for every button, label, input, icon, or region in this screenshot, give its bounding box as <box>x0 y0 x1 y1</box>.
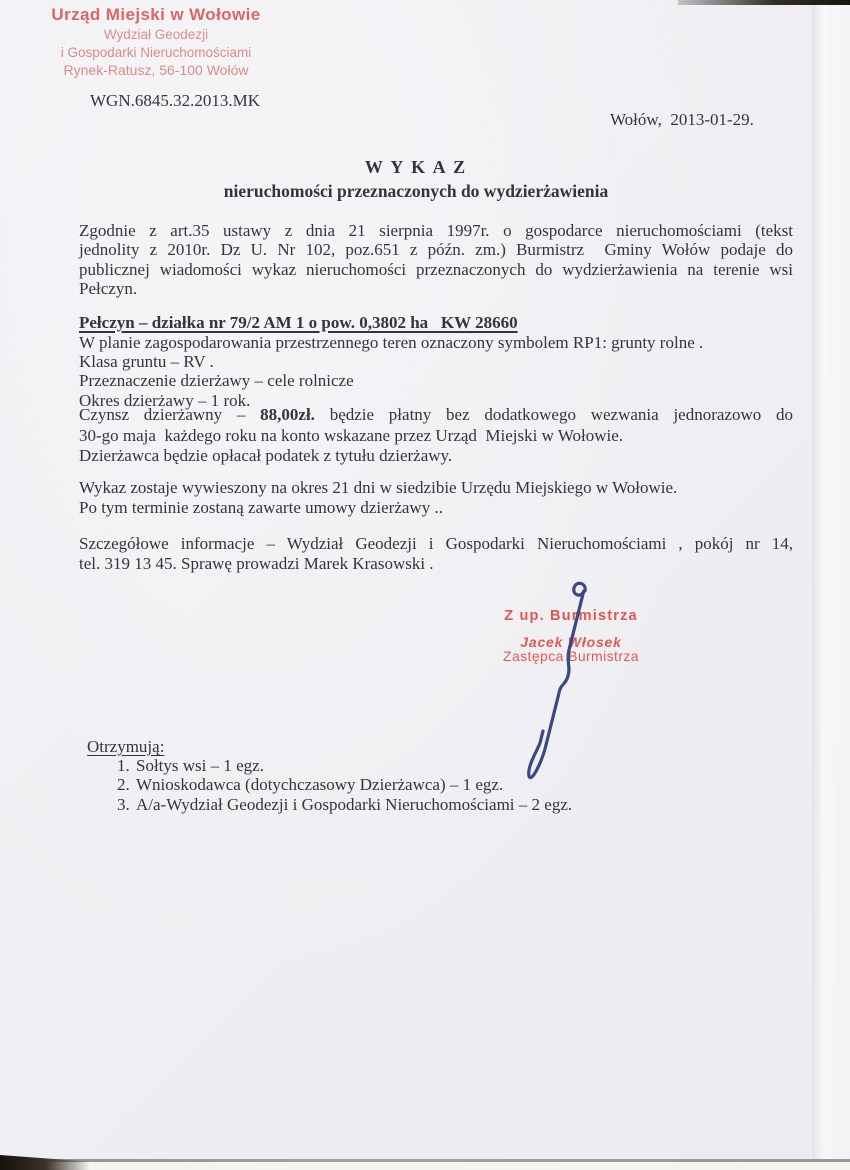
paragraph-line: Zgodnie z art.35 ustawy z dnia 21 sierpnia 1997r. o gospodarce nieruchomościami (tekst <box>79 221 793 240</box>
office-department: Wydział Geodezji <box>103 27 209 42</box>
rent-line-1 <box>79 405 793 426</box>
recipient-text: Sołtys wsi – 1 egz. <box>136 756 264 775</box>
recipient-item <box>87 756 572 775</box>
rent-text-post: będzie płatny bez dodatkowego wezwania jednorazowo do <box>314 405 793 424</box>
detail-line: Klasa gruntu – RV . <box>79 352 214 372</box>
recipient-number: 2. <box>117 775 130 795</box>
rent-text-pre: Czynsz dzierżawny – <box>79 405 261 424</box>
contact-line-2: tel. 319 13 45. Sprawę prowadzi Marek Krasowski . <box>79 554 434 574</box>
recipient-text: A/a-Wydział Geodezji i Gospodarki Nieruchomościami – 2 egz. <box>136 794 573 814</box>
office-stamp <box>20 4 292 79</box>
recipients-heading: Otrzymują: <box>87 737 165 756</box>
recipients-block <box>87 737 572 814</box>
contact-paragraph <box>79 534 793 575</box>
signature-authority: Z up. Burmistrza <box>504 608 638 624</box>
office-address: Rynek-Ratusz, 56-100 Wołów <box>63 62 249 78</box>
office-name: Urząd Miejski w Wołowie <box>51 5 261 24</box>
reference-number: WGN.6845.32.2013.MK <box>90 91 260 110</box>
paragraph-line: Pełczyn. <box>79 279 138 299</box>
recipient-item <box>87 775 572 794</box>
dateline: Wołów, 2013-01-29. <box>610 110 754 129</box>
paragraph-line: jednolity z 2010r. Dz U. Nr 102, poz.651 z późn. zm.) Burmistrz Gminy Wołów podaje do <box>79 240 793 260</box>
detail-line: W planie zagospodarowania przestrzennego teren oznaczony symbolem RP1: grunty rolne . <box>79 333 704 352</box>
recipients-list <box>87 756 572 814</box>
rent-line-3: Dzierżawca będzie opłacał podatek z tytułu dzierżawy. <box>79 446 453 466</box>
contact-line-1: Szczegółowe informacje – Wydział Geodezji i Gospodarki Nieruchomościami , pokój nr 14, <box>79 534 793 553</box>
recipient-text: Wnioskodawca (dotychczasowy Dzierżawca) – 1 egz. <box>136 775 504 795</box>
rent-line-2: 30-go maja każdego roku na konto wskazane przez Urząd Miejski w Wołowie. <box>79 425 624 445</box>
listing-heading: Pełczyn – działka nr 79/2 AM 1 o pow. 0,3802 ha KW 28660 <box>79 313 518 332</box>
signatory-title: Zastępca Burmistrza <box>503 648 639 664</box>
recipient-item <box>87 795 572 814</box>
notice-line-1: Wykaz zostaje wywieszony na okres 21 dni w siedzibie Urzędu Miejskiego w Wołowie. <box>79 478 678 497</box>
detail-line: Przeznaczenie dzierżawy – cele rolnicze <box>79 371 354 391</box>
scan-edge-bottom <box>0 1159 850 1162</box>
rent-amount: 88,00zł. <box>260 405 315 424</box>
notice-paragraph <box>79 478 793 518</box>
signatory-name: Jacek Włosek <box>520 634 622 650</box>
document-title: W Y K A Z <box>364 157 468 177</box>
recipient-number: 3. <box>117 794 130 814</box>
paragraph-line: publicznej wiadomości wykaz nieruchomości przeznaczonych do wydzierżawienia na terenie wsi <box>79 259 793 279</box>
document-subtitle: nieruchomości przeznaczonych do wydzierżawienia <box>223 181 609 201</box>
rent-paragraph <box>79 405 793 467</box>
recipient-number: 1. <box>117 756 130 775</box>
notice-line-2: Po tym terminie zostaną zawarte umowy dzierżawy .. <box>79 498 443 518</box>
detail-line: Okres dzierżawy – 1 rok. <box>79 390 251 410</box>
intro-paragraph <box>79 221 793 299</box>
listing-details <box>79 333 793 410</box>
office-department-2: i Gospodarki Nieruchomościami <box>60 44 252 60</box>
document-title-block <box>0 156 832 202</box>
scan-edge-top-right <box>678 0 850 5</box>
scan-below-bottom <box>0 1162 850 1170</box>
